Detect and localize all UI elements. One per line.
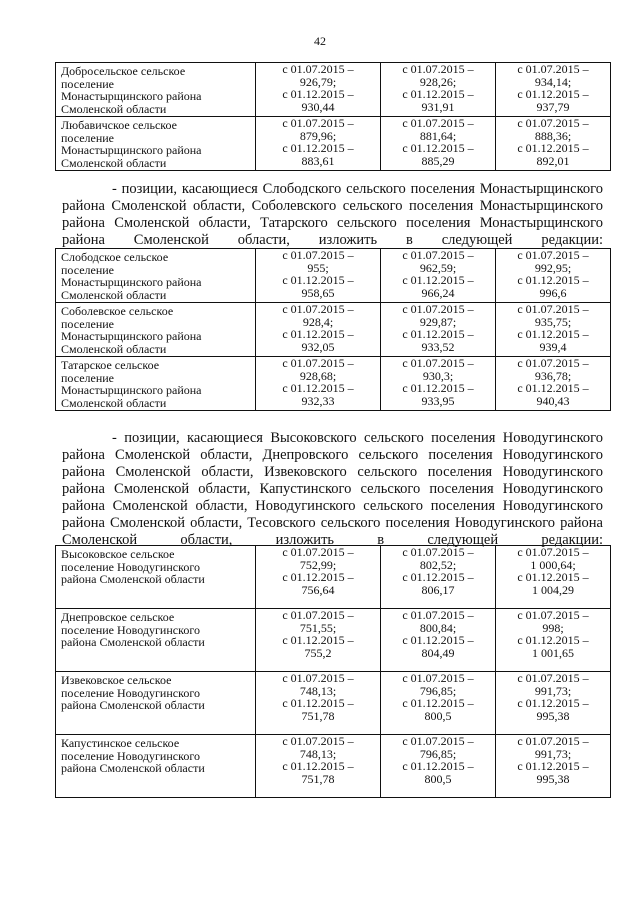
tariff-value-line: 966,24: [421, 285, 455, 300]
tariff-value-cell: [496, 735, 611, 798]
tariff-value-line: 937,79: [536, 99, 570, 114]
table-row: [56, 735, 611, 798]
tariff-value-line: с 01.07.2015 –: [517, 302, 589, 316]
tariff-value-line: с 01.12.2015 –: [402, 87, 474, 101]
tariff-value-cell: [256, 735, 381, 798]
tariff-value-line: с 01.07.2015 –: [517, 356, 589, 370]
tariff-value-line: с 01.07.2015 –: [282, 671, 354, 685]
tariff-value-line: с 01.07.2015 –: [282, 302, 354, 316]
tariff-value-line: 934,14;: [534, 74, 572, 89]
tariff-value-line: 755,2: [304, 645, 332, 660]
tariff-value-cell: [381, 117, 496, 171]
settlement-name-line: Смоленской области: [61, 395, 167, 410]
table-row: [56, 303, 611, 357]
tariff-value-line: с 01.12.2015 –: [282, 759, 354, 773]
tariff-value-line: с 01.07.2015 –: [517, 608, 589, 622]
tariff-value-cell: [496, 63, 611, 117]
tariff-value-line: с 01.12.2015 –: [517, 696, 589, 710]
settlement-name-line: района Смоленской области: [61, 572, 205, 586]
tariff-value-cell: [496, 672, 611, 735]
tariff-value-line: 958,65: [301, 285, 335, 300]
tariff-value-line: с 01.12.2015 –: [282, 570, 354, 584]
settlement-name-line: Монастырщинского района: [61, 275, 202, 289]
settlement-name-line: района Смоленской области: [61, 635, 205, 649]
tariff-value-line: с 01.07.2015 –: [402, 248, 474, 262]
tariff-value-line: 752,99;: [299, 557, 337, 572]
tariff-value-line: с 01.07.2015 –: [402, 62, 474, 76]
tariff-value-cell: [496, 303, 611, 357]
settlement-name-line: Монастырщинского района: [61, 89, 202, 103]
tariff-value-line: с 01.07.2015 –: [517, 248, 589, 262]
settlement-name-line: поселение: [61, 76, 115, 91]
tariff-value-cell: [381, 249, 496, 303]
tariff-value-line: 936,78;: [534, 368, 572, 383]
tariff-value-line: 955;: [307, 260, 329, 275]
tariff-value-cell: [381, 357, 496, 411]
settlement-name-line: Смоленской области: [61, 101, 167, 116]
settlement-name-cell: [56, 609, 256, 672]
settlement-name-cell: [56, 357, 256, 411]
tariff-value-line: 995,38: [536, 708, 570, 723]
tariff-value-line: с 01.12.2015 –: [402, 759, 474, 773]
tariff-value-line: с 01.12.2015 –: [402, 381, 474, 395]
tariff-value-line: с 01.12.2015 –: [517, 759, 589, 773]
tariff-value-line: с 01.12.2015 –: [282, 633, 354, 647]
tariff-value-cell: [256, 672, 381, 735]
paragraph-1: - позиции, касающиеся Слободского сельского поселения Монастырщинского района Смоленской области, Соболевского сельского поселения Монастырщинского района Смоленской области, Татарского сельского поселения Монастырщинского района Смоленской области, изложить в следующей редакции:: [62, 181, 603, 248]
tariff-value-line: 991,73;: [534, 746, 572, 761]
tariff-value-line: с 01.12.2015 –: [402, 570, 474, 584]
tariff-value-line: с 01.12.2015 –: [402, 633, 474, 647]
tariff-value-line: с 01.12.2015 –: [517, 570, 589, 584]
tariff-value-cell: [256, 117, 381, 171]
tariff-value-line: 892,01: [536, 153, 570, 168]
tariff-value-cell: [496, 609, 611, 672]
tariff-value-line: 932,33: [301, 393, 335, 408]
tariff-value-line: 800,84;: [419, 620, 457, 635]
tariff-table-1: [55, 62, 611, 171]
tariff-value-line: с 01.07.2015 –: [282, 62, 354, 76]
tariff-value-cell: [496, 546, 611, 609]
tariff-value-line: 879,96;: [299, 128, 337, 143]
tariff-value-cell: [381, 303, 496, 357]
settlement-name-line: поселение: [61, 370, 115, 385]
tariff-value-line: с 01.07.2015 –: [402, 545, 474, 559]
settlement-name-cell: [56, 303, 256, 357]
tariff-value-line: 940,43: [536, 393, 570, 408]
tariff-value-line: с 01.12.2015 –: [282, 141, 354, 155]
tariff-value-line: 998;: [542, 620, 564, 635]
settlement-name-cell: [56, 63, 256, 117]
settlement-name-line: поселение Новодугинского: [61, 748, 200, 763]
settlement-name-cell: [56, 249, 256, 303]
tariff-value-line: с 01.07.2015 –: [402, 302, 474, 316]
tariff-value-cell: [256, 63, 381, 117]
settlement-name-line: Капустинское сельское: [61, 736, 180, 750]
settlement-name-line: Смоленской области: [61, 287, 167, 302]
tariff-value-line: 928,68;: [299, 368, 337, 383]
tariff-value-line: 928,4;: [302, 314, 334, 329]
settlement-name-line: Татарское сельское: [61, 358, 160, 372]
tariff-value-line: с 01.12.2015 –: [282, 327, 354, 341]
tariff-value-line: с 01.12.2015 –: [402, 327, 474, 341]
tariff-value-line: с 01.07.2015 –: [402, 608, 474, 622]
tariff-value-cell: [381, 609, 496, 672]
tariff-value-line: 995,38: [536, 771, 570, 786]
tariff-value-cell: [381, 63, 496, 117]
tariff-value-cell: [256, 249, 381, 303]
settlement-name-cell: [56, 735, 256, 798]
settlement-name-line: Добросельское сельское: [61, 64, 186, 78]
tariff-value-cell: [496, 357, 611, 411]
settlement-name-line: Соболевское сельское: [61, 304, 174, 318]
page-number: 42: [314, 34, 326, 48]
tariff-value-line: 1 004,29: [532, 582, 574, 597]
tariff-value-line: с 01.12.2015 –: [282, 696, 354, 710]
tariff-value-line: 806,17: [421, 582, 455, 597]
tariff-table-3: [55, 545, 611, 798]
tariff-value-line: с 01.07.2015 –: [517, 62, 589, 76]
tariff-value-line: 885,29: [421, 153, 455, 168]
tariff-value-line: 931,91: [421, 99, 455, 114]
tariff-value-line: 932,05: [301, 339, 335, 354]
tariff-value-line: с 01.12.2015 –: [402, 141, 474, 155]
tariff-value-line: 796,85;: [419, 746, 457, 761]
settlement-name-line: Извековское сельское: [61, 673, 172, 687]
tariff-value-line: 748,13;: [299, 683, 337, 698]
tariff-value-line: 996,6: [539, 285, 567, 300]
tariff-value-line: 756,64: [301, 582, 335, 597]
table-row: [56, 672, 611, 735]
tariff-value-line: 748,13;: [299, 746, 337, 761]
tariff-value-line: с 01.12.2015 –: [517, 327, 589, 341]
tariff-value-line: 888,36;: [534, 128, 572, 143]
settlement-name-line: района Смоленской области: [61, 761, 205, 775]
tariff-value-cell: [256, 609, 381, 672]
tariff-value-line: 933,52: [421, 339, 455, 354]
tariff-value-line: 802,52;: [419, 557, 457, 572]
table-row: [56, 117, 611, 171]
tariff-value-line: с 01.12.2015 –: [517, 633, 589, 647]
tariff-value-line: с 01.12.2015 –: [282, 87, 354, 101]
tariff-value-line: с 01.07.2015 –: [282, 734, 354, 748]
table-row: [56, 546, 611, 609]
tariff-value-line: 800,5: [424, 708, 452, 723]
settlement-name-cell: [56, 672, 256, 735]
tariff-value-line: с 01.07.2015 –: [282, 248, 354, 262]
tariff-value-cell: [256, 303, 381, 357]
settlement-name-line: Высоковское сельское: [61, 547, 175, 561]
tariff-value-line: с 01.07.2015 –: [402, 671, 474, 685]
tariff-value-line: 751,55;: [299, 620, 337, 635]
tariff-value-line: 751,78: [301, 771, 335, 786]
tariff-value-line: 929,87;: [419, 314, 457, 329]
tariff-value-line: с 01.12.2015 –: [517, 141, 589, 155]
tariff-value-line: 930,3;: [422, 368, 454, 383]
tariff-value-line: с 01.07.2015 –: [517, 545, 589, 559]
tariff-table-2: [55, 248, 611, 411]
settlement-name-line: поселение Новодугинского: [61, 622, 200, 637]
tariff-value-line: с 01.12.2015 –: [402, 696, 474, 710]
settlement-name-line: поселение Новодугинского: [61, 685, 200, 700]
tariff-value-line: с 01.07.2015 –: [282, 545, 354, 559]
tariff-value-line: с 01.07.2015 –: [282, 356, 354, 370]
settlement-name-line: Монастырщинского района: [61, 329, 202, 343]
tariff-value-cell: [381, 546, 496, 609]
table-row: [56, 609, 611, 672]
settlement-name-line: Любавичское сельское: [61, 118, 177, 132]
tariff-value-line: с 01.07.2015 –: [402, 734, 474, 748]
tariff-value-cell: [496, 249, 611, 303]
tariff-value-cell: [381, 735, 496, 798]
settlement-name-line: Днепровское сельское: [61, 610, 175, 624]
tariff-value-line: с 01.12.2015 –: [282, 381, 354, 395]
settlement-name-line: поселение Новодугинского: [61, 559, 200, 574]
tariff-value-cell: [496, 117, 611, 171]
settlement-name-line: Смоленской области: [61, 155, 167, 170]
tariff-value-line: 930,44: [301, 99, 335, 114]
tariff-value-line: 933,95: [421, 393, 455, 408]
tariff-value-cell: [256, 546, 381, 609]
tariff-value-line: 883,61: [301, 153, 335, 168]
settlement-name-line: Слободское сельское: [61, 250, 169, 264]
tariff-value-line: 992,95;: [534, 260, 572, 275]
tariff-value-line: с 01.12.2015 –: [517, 87, 589, 101]
settlement-name-line: Монастырщинского района: [61, 383, 202, 397]
tariff-value-line: с 01.12.2015 –: [402, 273, 474, 287]
settlement-name-line: Смоленской области: [61, 341, 167, 356]
table-row: [56, 249, 611, 303]
tariff-value-line: с 01.07.2015 –: [517, 734, 589, 748]
tariff-value-line: 1 000,64;: [530, 557, 576, 572]
tariff-value-line: с 01.12.2015 –: [282, 273, 354, 287]
settlement-name-line: поселение: [61, 316, 115, 331]
settlement-name-line: района Смоленской области: [61, 698, 205, 712]
tariff-value-line: с 01.07.2015 –: [282, 608, 354, 622]
tariff-value-line: с 01.07.2015 –: [282, 116, 354, 130]
tariff-value-line: 804,49: [421, 645, 455, 660]
tariff-value-line: 991,73;: [534, 683, 572, 698]
tariff-value-line: с 01.07.2015 –: [517, 116, 589, 130]
tariff-value-line: 796,85;: [419, 683, 457, 698]
tariff-value-line: с 01.12.2015 –: [517, 273, 589, 287]
tariff-value-line: 881,64;: [419, 128, 457, 143]
tariff-value-line: 939,4: [539, 339, 567, 354]
settlement-name-cell: [56, 546, 256, 609]
tariff-value-line: с 01.07.2015 –: [402, 116, 474, 130]
paragraph-2: - позиции, касающиеся Высоковского сельского поселения Новодугинского района Смоленской области, Днепровского сельского поселения Новодугинского района Смоленской области, Извековского сельского поселения Новодугинского района Смоленской области, Капустинского сельского поселения Новодугинского района Смоленской области, Новодугинского сельского поселения Новодугинского района Смоленской области, Тесовского сельского поселения Новодугинского района Смоленской области, изложить в следующей редакции:: [62, 430, 603, 548]
tariff-value-cell: [256, 357, 381, 411]
settlement-name-cell: [56, 117, 256, 171]
table-row: [56, 357, 611, 411]
tariff-value-line: 1 001,65: [532, 645, 574, 660]
tariff-value-line: с 01.07.2015 –: [402, 356, 474, 370]
tariff-value-line: 928,26;: [419, 74, 457, 89]
settlement-name-line: поселение: [61, 262, 115, 277]
tariff-value-line: 800,5: [424, 771, 452, 786]
settlement-name-line: поселение: [61, 130, 115, 145]
tariff-value-line: 962,59;: [419, 260, 457, 275]
tariff-value-line: с 01.07.2015 –: [517, 671, 589, 685]
settlement-name-line: Монастырщинского района: [61, 143, 202, 157]
tariff-value-line: 926,79;: [299, 74, 337, 89]
tariff-value-line: 935,75;: [534, 314, 572, 329]
tariff-value-line: с 01.12.2015 –: [517, 381, 589, 395]
table-row: [56, 63, 611, 117]
tariff-value-cell: [381, 672, 496, 735]
tariff-value-line: 751,78: [301, 708, 335, 723]
